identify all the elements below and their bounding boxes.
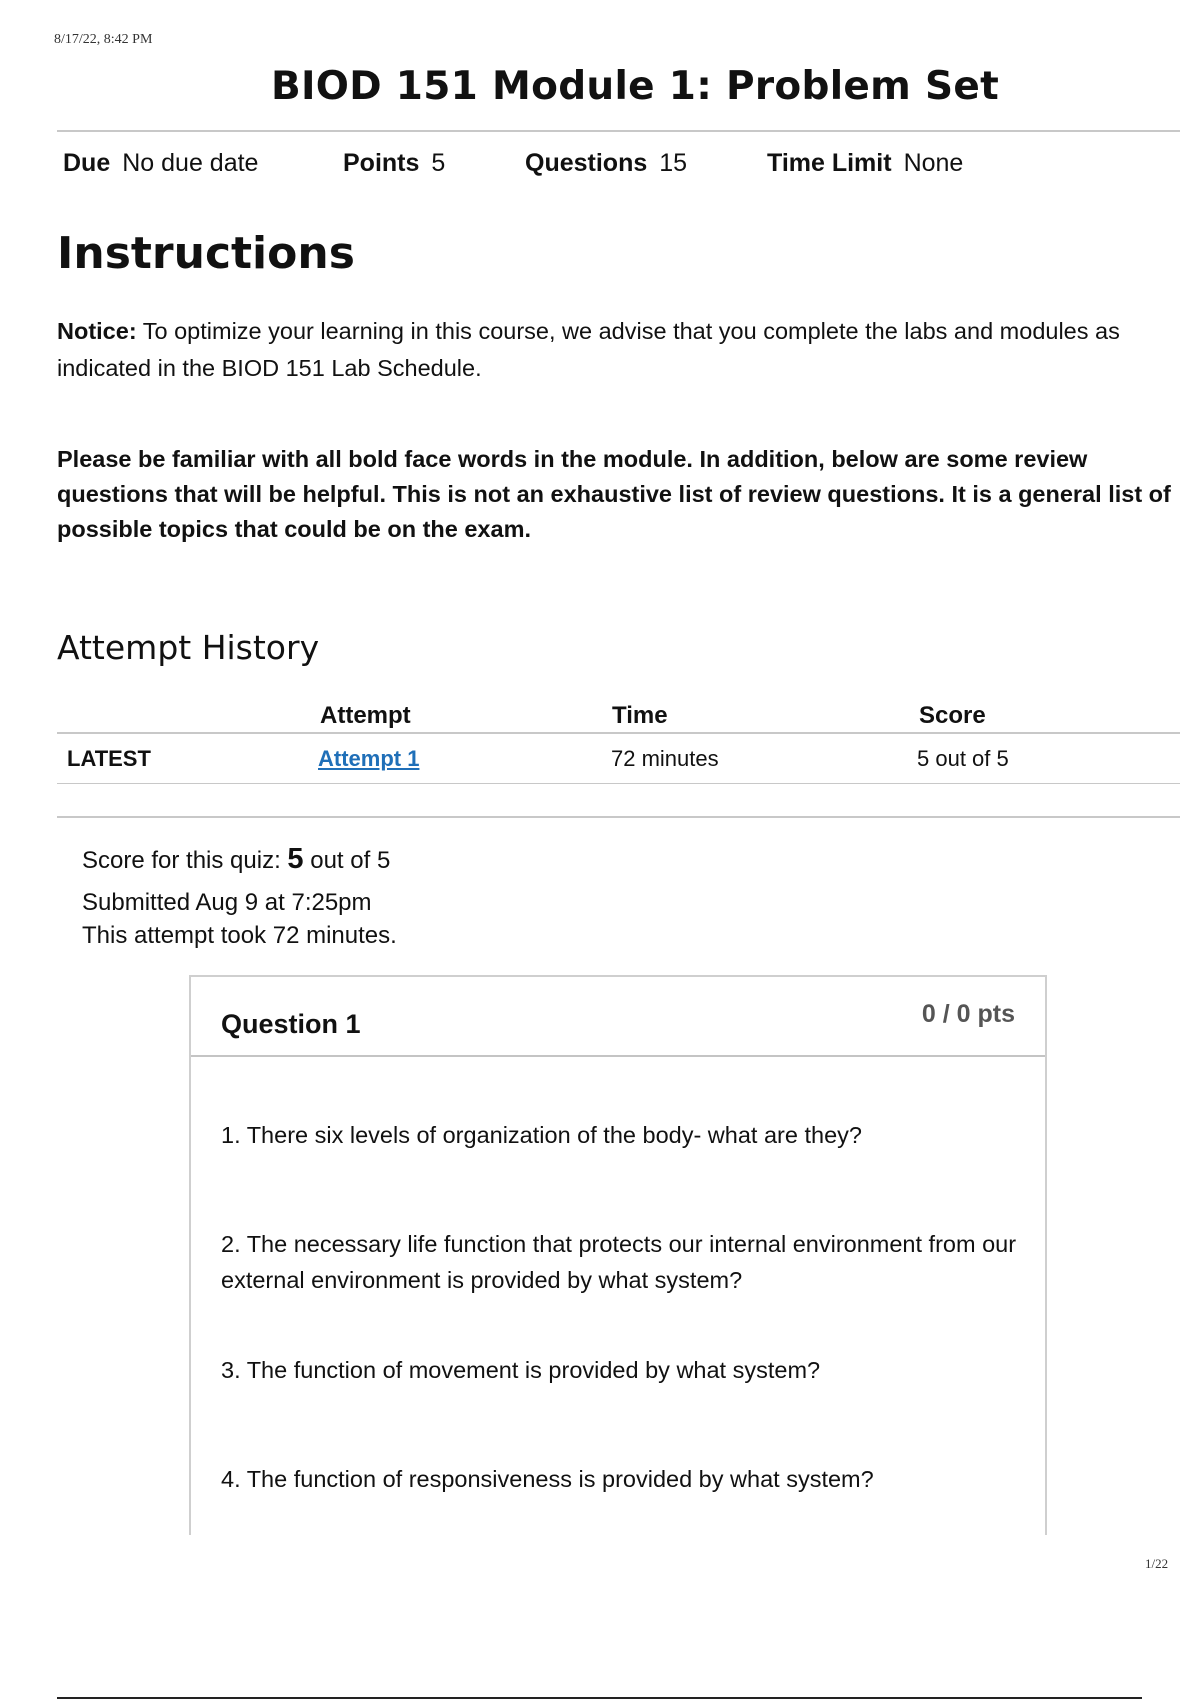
question-header — [191, 977, 1045, 1057]
score-value: 5 — [287, 843, 304, 875]
due-label: Due — [63, 149, 111, 177]
notice-label: Notice: — [57, 318, 137, 344]
bottom-divider — [57, 1697, 1142, 1699]
question-item-3: 3. The function of movement is provided by what system? — [221, 1357, 821, 1383]
questions-meta — [525, 149, 687, 178]
table-row-attempt — [318, 746, 419, 772]
page-title: BIOD 151 Module 1: Problem Set — [270, 64, 1000, 109]
question-title: Question 1 — [221, 1009, 361, 1039]
question-item-1: 1. There six levels of organization of the body- what are they? — [221, 1122, 862, 1148]
column-header-score: Score — [919, 702, 986, 729]
questions-value: 15 — [659, 149, 688, 177]
attempt-history-heading: Attempt History — [57, 628, 320, 667]
score-suffix: out of 5 — [303, 847, 391, 874]
review-paragraph: Please be familiar with all bold face words in the module. In addition, below are some review questions that will be helpful. This is not an exhaustive list of review questions. It is a general list of possible topics that could be on the exam. — [57, 446, 1171, 542]
due-meta — [63, 149, 258, 178]
question-points: 0 / 0 pts — [921, 1000, 1015, 1028]
page-number: 1/22 — [1145, 1556, 1169, 1571]
column-header-time: Time — [612, 702, 668, 729]
score-prefix: Score for this quiz: — [82, 847, 288, 874]
points-meta — [343, 149, 445, 178]
instructions-heading: Instructions — [57, 228, 355, 279]
questions-label: Questions — [525, 149, 648, 177]
table-row-score: 5 out of 5 — [917, 746, 1009, 771]
latest-tag: LATEST — [67, 746, 151, 771]
question-card — [189, 975, 1047, 1535]
title-divider — [57, 130, 1180, 132]
attempt-1-link[interactable]: Attempt 1 — [318, 746, 420, 771]
submitted-line: Submitted Aug 9 at 7:25pm — [82, 889, 372, 916]
notice-text: To optimize your learning in this course, we advise that you complete the labs and modules as indicated in the BIOD 151 Lab Schedule. — [57, 318, 1120, 381]
points-label: Points — [343, 149, 420, 177]
due-value: No due date — [122, 149, 259, 177]
notice-paragraph — [57, 313, 1177, 387]
points-value: 5 — [431, 149, 446, 177]
time-limit-meta — [767, 149, 963, 178]
duration-line: This attempt took 72 minutes. — [82, 922, 397, 949]
question-item-2: 2. The necessary life function that protects our internal environment from our external environment is provided by what system? — [221, 1231, 1017, 1293]
column-header-attempt: Attempt — [320, 702, 411, 729]
table-header-divider — [57, 732, 1180, 734]
quiz-score-line — [82, 843, 390, 876]
table-row-time: 72 minutes — [611, 746, 719, 771]
print-timestamp: 8/17/22, 8:42 PM — [54, 32, 153, 47]
time-limit-value: None — [903, 149, 964, 177]
time-limit-label: Time Limit — [767, 149, 892, 177]
question-item-4: 4. The function of responsiveness is provided by what system? — [221, 1466, 874, 1492]
section-divider — [57, 816, 1180, 818]
table-row-divider — [57, 783, 1180, 784]
